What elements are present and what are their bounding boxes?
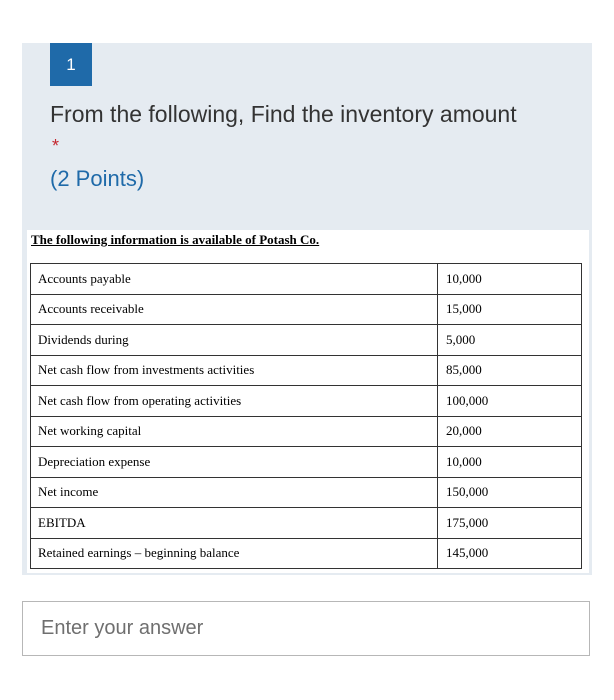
- row-label: Depreciation expense: [31, 447, 438, 478]
- question-card: [22, 43, 592, 575]
- table-row: [31, 386, 582, 417]
- row-label: Net income: [31, 477, 438, 508]
- row-value: 100,000: [438, 386, 582, 417]
- row-value: 20,000: [438, 416, 582, 447]
- row-label: Accounts payable: [31, 264, 438, 295]
- question-number-badge: 1: [50, 43, 92, 86]
- table-row: [31, 325, 582, 356]
- row-value: 85,000: [438, 355, 582, 386]
- row-value: 145,000: [438, 538, 582, 569]
- row-label: Net cash flow from operating activities: [31, 386, 438, 417]
- info-heading: The following information is available of Potash Co.: [31, 232, 320, 247]
- row-label: EBITDA: [31, 508, 438, 539]
- question-info-image: [27, 230, 589, 573]
- row-value: 10,000: [438, 264, 582, 295]
- answer-input[interactable]: [22, 601, 590, 656]
- row-label: Net cash flow from investments activities: [31, 355, 438, 386]
- question-points: (2 Points): [50, 166, 145, 191]
- row-label: Net working capital: [31, 416, 438, 447]
- question-title: From the following, Find the inventory amount: [50, 101, 517, 127]
- row-label: Accounts receivable: [31, 294, 438, 325]
- table-row: [31, 508, 582, 539]
- table-row: [31, 447, 582, 478]
- table-row: [31, 416, 582, 447]
- table-row: [31, 264, 582, 295]
- row-label: Dividends during: [31, 325, 438, 356]
- row-value: 15,000: [438, 294, 582, 325]
- row-value: 175,000: [438, 508, 582, 539]
- row-label: Retained earnings – beginning balance: [31, 538, 438, 569]
- info-table: [30, 263, 582, 569]
- table-row: [31, 294, 582, 325]
- row-value: 5,000: [438, 325, 582, 356]
- required-mark: *: [52, 136, 60, 156]
- row-value: 150,000: [438, 477, 582, 508]
- table-row: [31, 355, 582, 386]
- table-row: [31, 538, 582, 569]
- table-row: [31, 477, 582, 508]
- row-value: 10,000: [438, 447, 582, 478]
